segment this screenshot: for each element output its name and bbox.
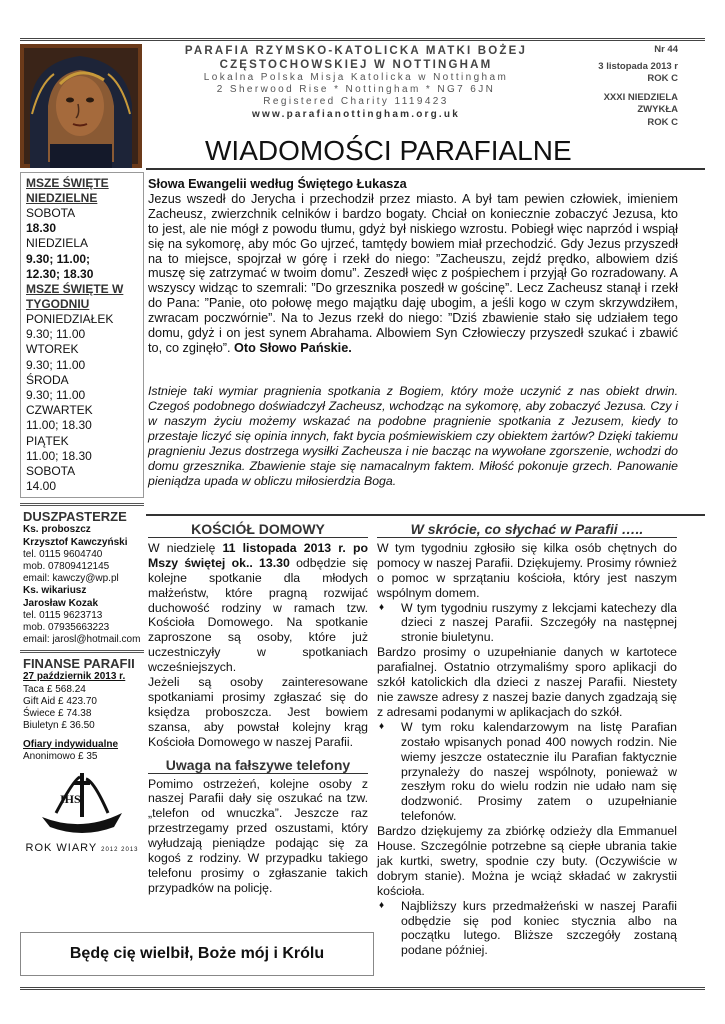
year-of-faith-label — [20, 842, 144, 854]
pastors-heading: DUSZPASTERZE — [23, 509, 127, 525]
mass-schedule-box — [20, 172, 144, 498]
offerings-heading: Ofiary indywidualne — [23, 738, 119, 750]
pastor-mobile: mob. 07809412145 — [23, 561, 110, 573]
parish-header — [146, 44, 566, 122]
kosciol-datetime: 11 listopada 2013 r. po Mszy świętej ok.. 13.30 — [148, 540, 369, 570]
reflection-text: Istnieje taki wymiar pragnienia spotkania z Bogiem, który może uczynić z nas obiekt drwin. Czegoś podobnego doświadczył Zacheusz, wchodząc na sykomorę, aby zobaczyć Jezusa. Czy i w naszym życiu możemy wskazać na podobne pragnienie spotkania z Jezusem, kiedy to przestaje liczyć się opinia innych, fakt bycia pośmiewiskiem czy obiektem żartów? Dzięki takiemu pragnieniu Jezus dostrzega wysiłki Zacheusza i nie bacząc na wywołane zgorszenie, wchodzi do domu grzesznika. Zbawienie staje się namacalnym faktem. Miłość pokonuje grzech. Panowanie pieniądza upada w obliczu miłosierdzia Boga. — [148, 384, 678, 488]
news-heading: W skrócie, co słychać w Parafii ….. — [377, 522, 677, 538]
day-label: SOBOTA — [26, 464, 76, 479]
day-label: ŚRODA — [26, 372, 69, 387]
finance-box — [20, 650, 144, 762]
day-label: SOBOTA — [26, 206, 76, 220]
year-of-faith-years: 2012 2013 — [101, 846, 139, 853]
vicar-role: Ks. wikariusz — [23, 585, 87, 597]
time-value: 9.30; 11.00 — [26, 388, 86, 403]
mass-sunday-heading: MSZE ŚWIĘTE NIEDZIELNE — [26, 176, 109, 205]
uwaga-heading: Uwaga na fałszywe telefony — [148, 758, 368, 774]
org-name-line2: CZĘSTOCHOWSKIEJ W NOTTINGHAM — [219, 59, 493, 71]
section-rule — [146, 514, 705, 516]
sunday-year: ROK C — [647, 116, 678, 128]
boat-cross-icon — [34, 769, 130, 837]
time-value: 9.30; 11.00 — [26, 357, 86, 372]
uwaga-text: Pomimo ostrzeżeń, kolejne osoby z naszej Parafii dały się oszukać na tzw. „telefon od wnuczka”. Jeszcze raz przestrzegamy przed oszustami, który wyłudzają pieniądze podając się za kogoś z rodziny. W przypadku takiego telefonu prosimy o zgłaszanie takich przypadków na policję. — [148, 776, 368, 895]
kosciol-para1 — [148, 541, 368, 675]
vicar-mobile: mob. 07935663223 — [23, 622, 110, 634]
issue-year: ROK C — [647, 73, 678, 84]
time-value: 9.30; 11.00; — [26, 251, 91, 266]
pastor-phone: tel. 0115 9604740 — [23, 548, 103, 560]
news-para: Bardzo prosimy o uzupełnianie danych w kartotece parafialnej. Ostatnio otrzymaliśmy sporo aplikacji do szkół katolickich dla dzieci z naszej Parafii. Niestety nie zawsze adresy z naszej bazie danych zgadzają się z adresami podanymi w aplikacjach do szkół. — [377, 645, 677, 719]
address-line: 2 Sherwood Rise * Nottingham * NG7 6JN — [216, 84, 496, 95]
finance-item: Świece £ 74.38 — [23, 708, 92, 720]
time-value: 18.30 — [26, 221, 57, 236]
top-rule — [20, 38, 705, 41]
day-label: CZWARTEK — [26, 403, 93, 418]
finance-item: Taca £ 568.24 — [23, 683, 86, 695]
day-label: PIĄTEK — [26, 433, 69, 448]
charity-line: Registered Charity 1119423 — [263, 96, 449, 107]
vicar-name: Jarosław Kozak — [23, 597, 99, 609]
website-link[interactable]: www.parafianottingham.org.uk — [252, 109, 460, 120]
kosciol-heading: KOŚCIÓŁ DOMOWY — [148, 522, 368, 538]
closing-banner: Będę cię wielbił, Boże mój i Królu — [20, 932, 374, 976]
news-bullet: ♦ Najbliższy kurs przedmałżeński w naszej Parafii odbędzie się pod koniec stycznia albo na początku lutego. Bliższe szczegóły zostaną podane później. — [377, 899, 677, 959]
finance-item: Biuletyn £ 36.50 — [23, 720, 95, 732]
gospel-section — [148, 177, 678, 356]
time-value: 9.30; 11.00 — [26, 327, 86, 342]
title-rule — [146, 168, 705, 170]
news-bullet: ♦ W tym roku kalendarzowym na listę Parafian zostało wpisanych ponad 400 nowych rodzin. Nie wiemy jeszcze ostatecznie ilu Parafian faktycznie przynależy do naszej wspólnoty, ponieważ w zeszłym roku do wielu rodzin nie udało nam się dodzwonić. Prosimy zatem o uzupełnianie telefonów. — [377, 720, 677, 824]
kosciol-rest: odbędzie się kolejne spotkanie dla młodych małżeństw, które pragną rozwijać duchowość rodziny w ramach tzw. Kościoła Domowego. Na spotkanie zaproszone są osoby, które już uczestniczyły w spotkaniach wcześniejszych. — [148, 555, 368, 675]
day-label: WTOREK — [26, 342, 79, 357]
pastor-role: Ks. proboszcz — [23, 524, 91, 536]
sunday-line2: ZWYKŁA — [637, 104, 678, 115]
madonna-icon — [20, 44, 142, 168]
news-para: W tym tygodniu zgłosiło się kilka osób chętnych do pomocy w naszej Parafii. Dziękujemy. Prosimy również o pomoc w sprzątaniu kościoła, który jest naszym wspólnym domem. — [377, 540, 677, 600]
kosciol-intro: W niedzielę — [148, 540, 216, 555]
time-value: 11.00; 18.30 — [26, 448, 92, 463]
page-title: WIADOMOŚCI PARAFIALNE — [205, 135, 572, 166]
vicar-phone: tel. 0115 9623713 — [23, 609, 103, 621]
news-para: Bardzo dziękujemy za zbiórkę odzieży dla Emmanuel House. Szczególnie potrzebne są ciepłe ubrania takie jak kurtki, swetry, spodnie czy buty. (Oczywiście w dobrym stanie). Można je wciąż składać w zakrystii kościoła. — [377, 824, 677, 898]
right-column — [377, 522, 677, 958]
year-of-faith-logo — [20, 769, 144, 854]
pastors-box — [20, 503, 144, 646]
finance-date: 27 październik 2013 r. — [23, 671, 126, 683]
time-value: 11.00; 18.30 — [26, 418, 92, 433]
year-of-faith-text: ROK WIARY — [25, 841, 98, 854]
time-value: 14.00 — [26, 479, 57, 494]
offerings-item: Anonimowo £ 35 — [23, 750, 98, 762]
mission-line: Lokalna Polska Misja Katolicka w Nottingham — [203, 72, 509, 83]
kosciol-para2: Jeżeli są osoby zainteresowane spotkaniami prosimy zgłaszać się do księdza proboszcza. Jest bowiem szansa, aby powstał kolejny krąg Kościoła Domowego w naszej Parafii. — [148, 675, 368, 749]
time-value: 12.30; 18.30 — [26, 266, 94, 281]
bottom-rule — [20, 987, 705, 990]
gospel-heading: Słowa Ewangelii według Świętego Łukasza — [148, 177, 407, 191]
ihs-monogram: IHS — [60, 791, 81, 806]
gospel-closing: Oto Słowo Pańskie. — [234, 340, 352, 355]
issue-date: 3 listopada 2013 r — [598, 60, 678, 72]
issue-number: Nr 44 — [654, 44, 678, 55]
org-name-line1: PARAFIA RZYMSKO-KATOLICKA MATKI BOŻEJ — [184, 45, 528, 57]
sidebar — [20, 172, 144, 854]
sunday-line1: XXXI NIEDZIELA — [603, 91, 678, 103]
gospel-text: Jezus wszedł do Jerycha i przechodził przez miasto. A był tam pewien człowiek, imieniem Zacheusz, zwierzchnik celników i bardzo bogaty. Chciał on koniecznie zobaczyć Jezusa, kto to jest, ale nie mógł z powodu tłumu, gdyż był niskiego wzrostu. Pobiegł więc naprzód i wspiął się na sykomorę, aby móc Go ujrzeć, tamtędy bowiem miał przechodzić. Gdy Jezus przyszedł na to miejsce, spojrzał w górę i rzekł do niego: ”Zacheuszu, zejdź prędko, albowiem dziś muszę się zatrzymać w twoim domu”. Zeszedł więc z pośpiechem i przyjął Go rozradowany. A wszyscy widząc to szemrali: ”Do grzesznika poszedł w gościnę”. Lecz Zacheusz stanął i rzekł do Pana: ”Panie, oto połowę mego majątku daję ubogim, a jeśli kogo w czym skrzywdziłem, zwracam poczwórnie”. Na to Jezus rzekł do niego: ”Dziś zbawienie stało się udziałem tego domu, gdyż i on jest synem Abrahama. Albowiem Syn Człowieczy przyszedł szukać i zbawić to, co zginęło”. — [148, 191, 678, 355]
left-column — [148, 522, 368, 896]
pastor-name: Krzysztof Kawczyński — [23, 536, 128, 548]
news-bullet: ♦ W tym tygodniu ruszymy z lekcjami katechezy dla dzieci z naszej Parafii. Szczegóły na następnej stronie biuletynu. — [377, 601, 677, 646]
mass-week-heading: MSZE ŚWIĘTE W TYGODNIU — [26, 282, 124, 312]
day-label: PONIEDZIAŁEK — [26, 312, 114, 327]
pastor-email[interactable]: email: kawczy@wp.pl — [23, 573, 119, 585]
finance-item: Gift Aid £ 423.70 — [23, 695, 97, 707]
finance-heading: FINANSE PARAFII — [23, 656, 135, 672]
issue-info — [570, 44, 678, 129]
day-label: NIEDZIELA — [26, 236, 89, 251]
vicar-email[interactable]: email: jarosl@hotmail.com — [23, 634, 141, 646]
